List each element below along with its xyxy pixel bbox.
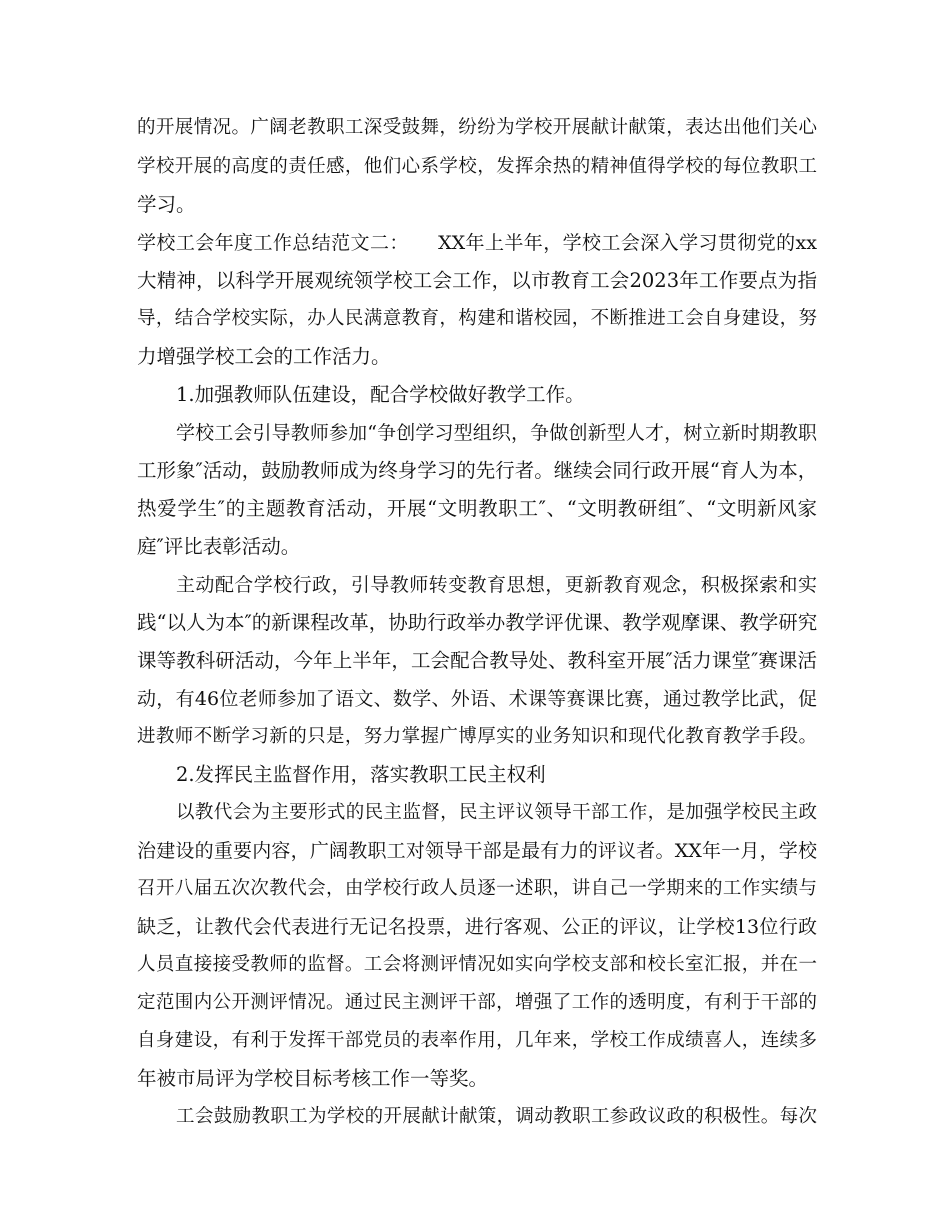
text-line: 践“以人为本″的新课程改革，协助行政举办教学评优课、教学观摩课、教学研究: [137, 611, 817, 634]
text-line: 学校开展的高度的责任感，他们心系学校，发挥余热的精神值得学校的每位教职工: [137, 156, 817, 177]
text-line: 工会鼓励教职工为学校的开展献计献策，调动教职工参政议政的积极性。每次: [176, 1106, 817, 1127]
text-line: 的开展情况。广阔老教职工深受鼓舞，纷纷为学校开展献计献策，表达出他们关心: [137, 117, 817, 138]
text-line: 缺乏，让教代会代表进行无记名投票，进行客观、公正的评议，让学校13位行政: [137, 916, 817, 938]
text-line: 热爱学生″的主题教育活动，开展“文明教职工″、“文明教研组″、“文明新风家: [137, 497, 817, 520]
text-line: 导，结合学校实际，办人民满意教育，构建和谐校园，不断推进工会自身建设，努: [137, 308, 817, 329]
item-heading: 2.发挥民主监督作用，落实教职工民主权利: [176, 763, 546, 786]
item-heading: 1.加强教师队伍建设，配合学校做好教学工作。: [176, 383, 585, 406]
text-line: 庭″评比表彰活动。: [137, 535, 301, 558]
text-line: 年被市局评为学校目标考核工作一等奖。: [137, 1067, 489, 1090]
text-line: 以教代会为主要形式的民主监督，民主评议领导干部工作，是加强学校民主政: [176, 802, 817, 823]
text-line: 力增强学校工会的工作活力。: [137, 345, 391, 368]
section-heading-line: 学校工会年度工作总结范文二： XX年上半年，学校工会深入学习贯彻党的xx: [137, 232, 817, 254]
text-line: 大精神，以科学开展观统领学校工会工作，以市教育工会2023年工作要点为指: [137, 269, 817, 292]
text-line: 召开八届五次次教代会，由学校行政人员逐一述职，讲自己一学期来的工作实绩与: [137, 878, 817, 899]
text-line: 课等教科研活动，今年上半年，工会配合教导处、教科室开展″活力课堂″赛课活: [137, 649, 817, 672]
text-line: 学习。: [137, 193, 196, 216]
text-line: 自身建设，有利于发挥干部党员的表率作用，几年来，学校工作成绩喜人，连续多: [137, 1030, 817, 1051]
text-line: 定范围内公开测评情况。通过民主测评干部，增强了工作的透明度，有利于干部的: [137, 992, 817, 1013]
text-line: 学校工会引导教师参加“争创学习型组织，争做创新型人才，树立新时期教职: [176, 422, 817, 444]
text-line: 治建设的重要内容，广阔教职工对领导干部是最有力的评议者。XX年一月，学校: [137, 840, 817, 862]
text-line: 进教师不断学习新的只是，努力掌握广博厚实的业务知识和现代化教育教学手段。: [137, 726, 817, 747]
text-line: 人员直接接受教师的监督。工会将测评情况如实向学校支部和校长室汇报，并在一: [137, 954, 817, 975]
text-line: 工形象″活动，鼓励教师成为终身学习的先行者。继续会同行政开展“育人为本，: [137, 459, 817, 482]
text-line: 主动配合学校行政，引导教师转变教育思想，更新教育观念，积极探索和实: [176, 574, 817, 596]
text-line: 动，有46位老师参加了语文、数学、外语、术课等赛课比赛，通过教学比武，促: [137, 688, 817, 710]
